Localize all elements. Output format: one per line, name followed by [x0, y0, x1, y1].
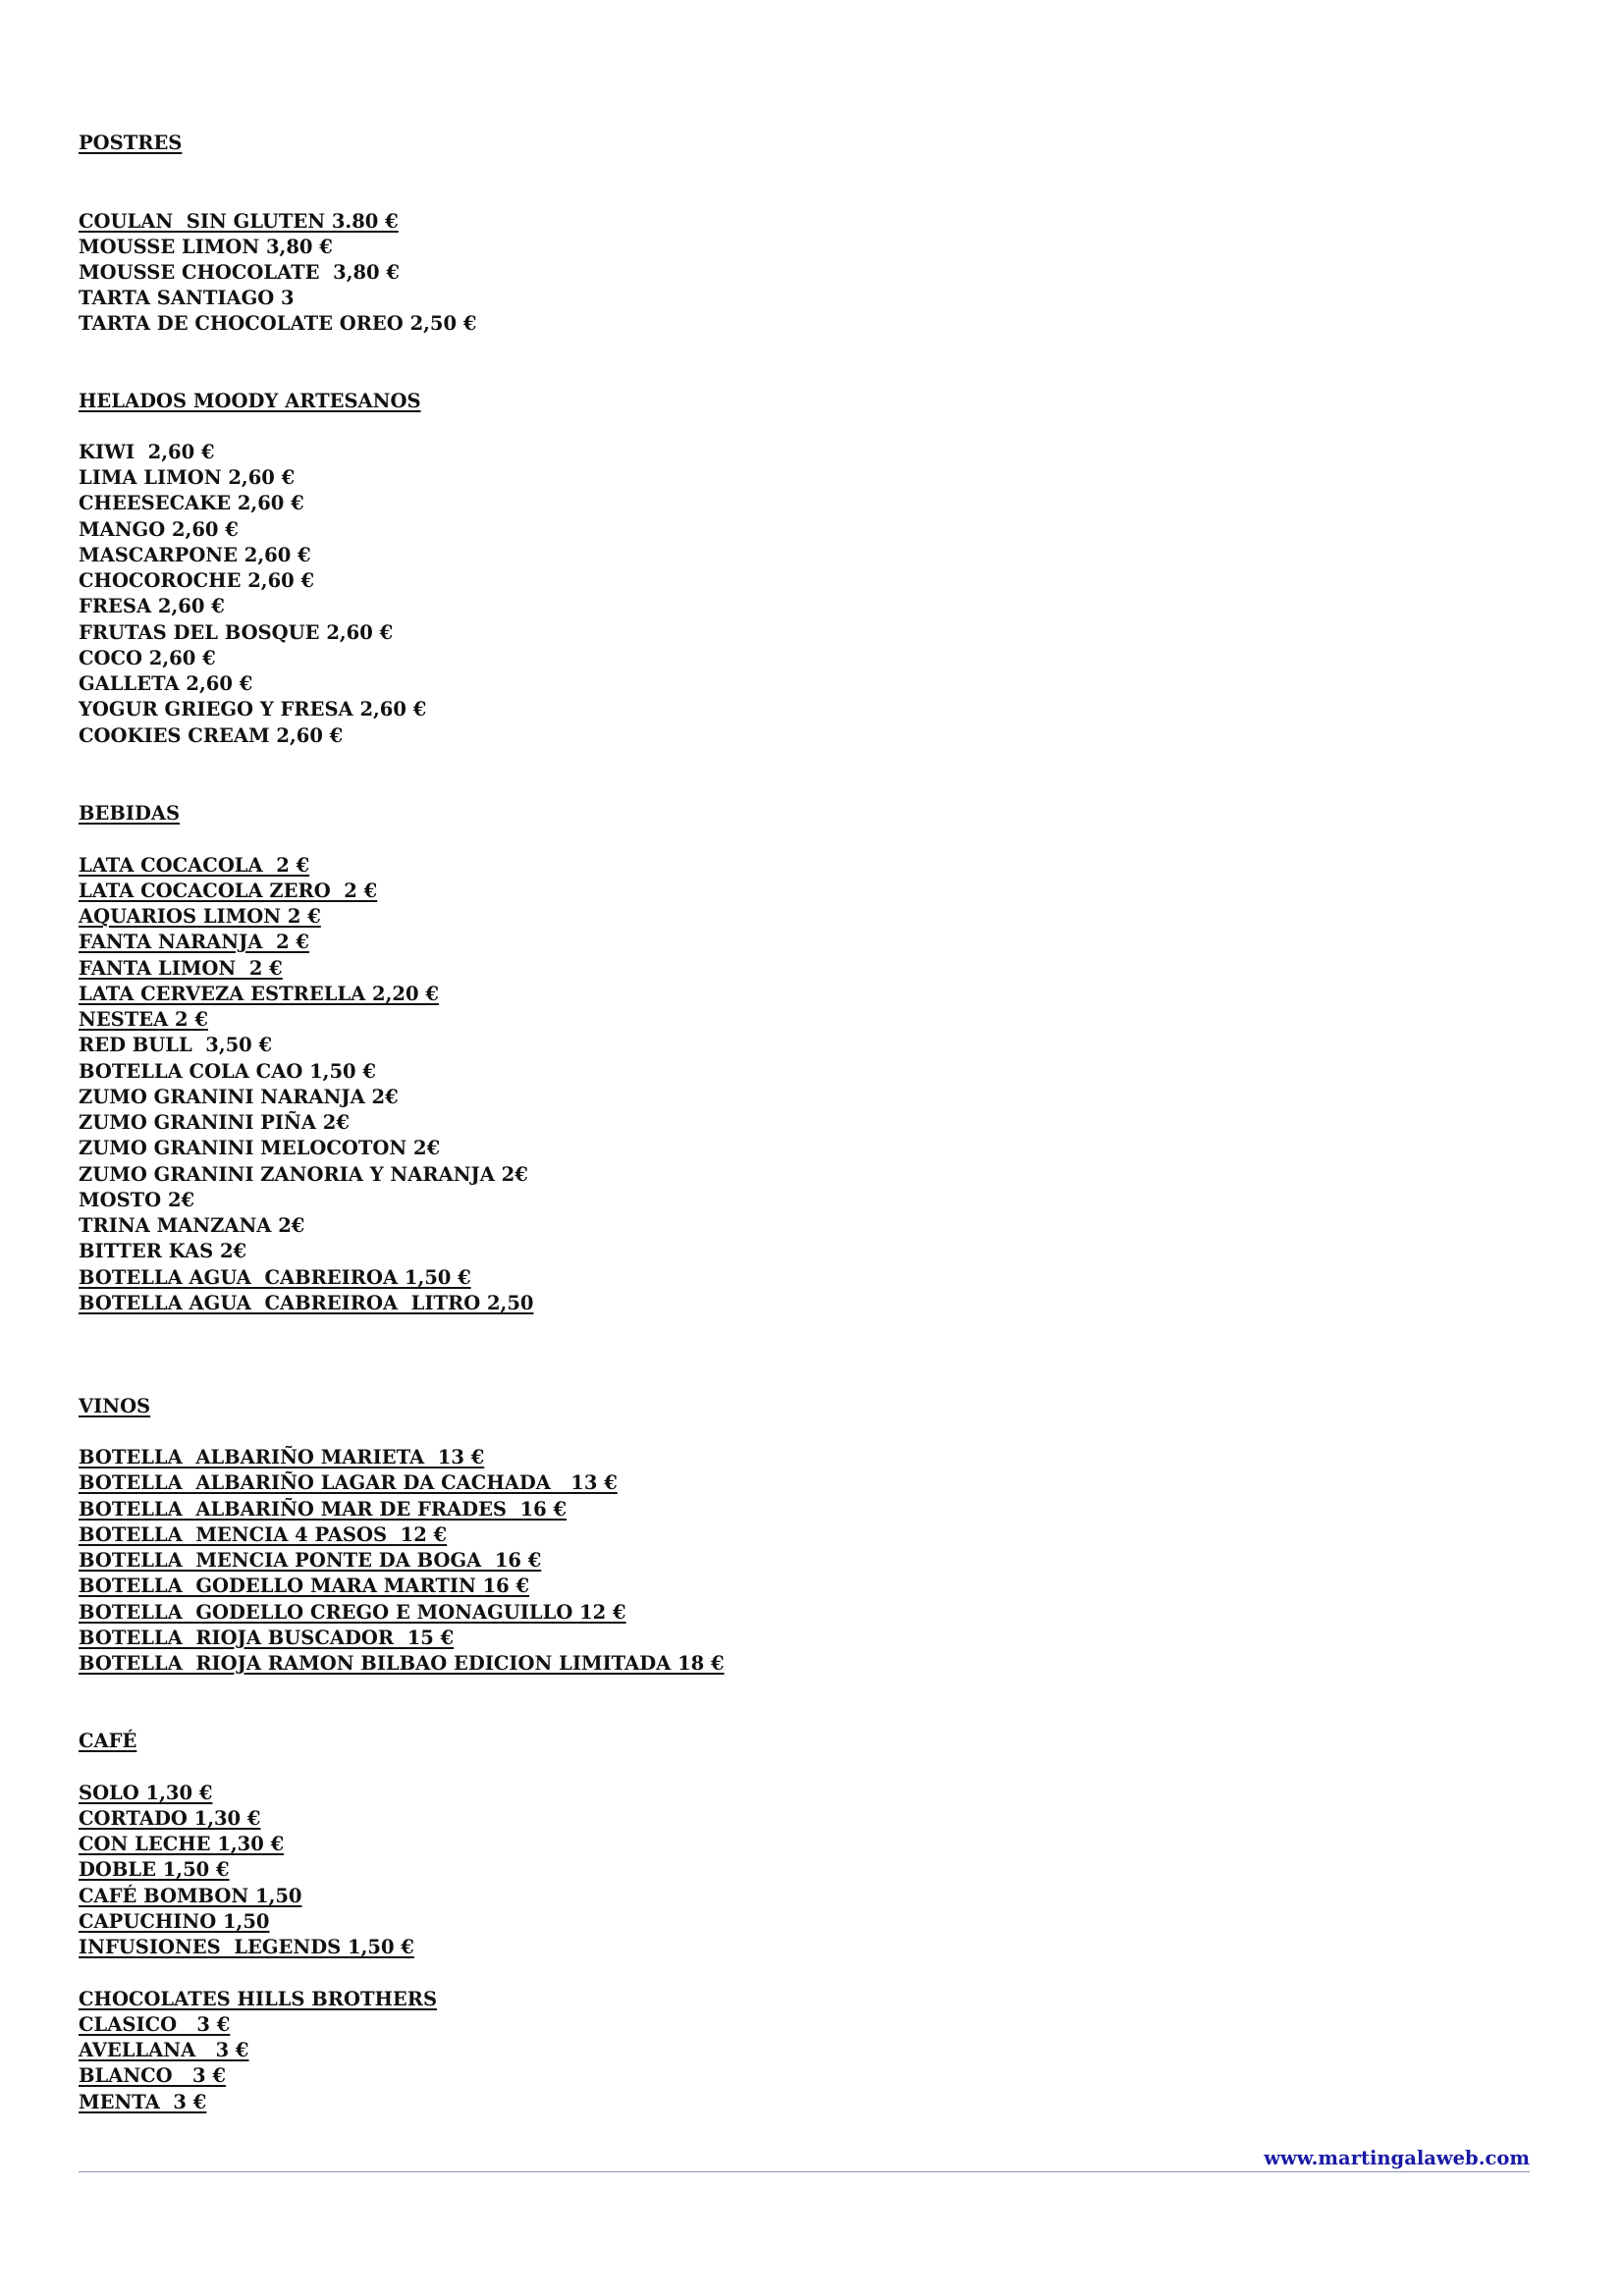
menu-item: LATA COCACOLA 2 €: [79, 854, 310, 877]
menu-item: BOTELLA AGUA CABREIROA 1,50 €: [79, 1266, 471, 1289]
menu-item: BOTELLA AGUA CABREIROA LITRO 2,50: [79, 1292, 534, 1314]
menu-item: TARTA DE CHOCOLATE OREO 2,50 €: [79, 312, 477, 335]
menu-item: KIWI 2,60 €: [79, 441, 215, 463]
menu-item: CAFÉ BOMBON 1,50: [79, 1885, 302, 1907]
menu-item: TRINA MANZANA 2€: [79, 1214, 305, 1237]
menu-item: BOTELLA GODELLO CREGO E MONAGUILLO 12 €: [79, 1601, 626, 1624]
menu-item: FRUTAS DEL BOSQUE 2,60 €: [79, 621, 394, 644]
menu-item: RED BULL 3,50 €: [79, 1034, 273, 1056]
section-heading-helados: HELADOS MOODY ARTESANOS: [79, 390, 421, 412]
section-heading-bebidas: BEBIDAS: [79, 802, 181, 825]
menu-item: NESTEA 2 €: [79, 1008, 208, 1031]
footer-divider: [79, 2171, 1530, 2172]
menu-item: MOUSSE LIMON 3,80 €: [79, 236, 333, 258]
menu-item: COCO 2,60 €: [79, 647, 216, 669]
menu-item: ZUMO GRANINI ZANORIA Y NARANJA 2€: [79, 1163, 528, 1186]
menu-item: MOSTO 2€: [79, 1189, 195, 1211]
menu-item: BOTELLA RIOJA BUSCADOR 15 €: [79, 1627, 455, 1649]
menu-item: CON LECHE 1,30 €: [79, 1833, 285, 1855]
menu-item: CORTADO 1,30 €: [79, 1807, 261, 1830]
section-heading-postres: POSTRES: [79, 132, 183, 154]
footer-website-link[interactable]: www.martingalaweb.com: [1264, 2147, 1530, 2169]
menu-item: BOTELLA MENCIA 4 PASOS 12 €: [79, 1523, 448, 1546]
menu-item: SOLO 1,30 €: [79, 1782, 213, 1804]
menu-item: CHEESECAKE 2,60 €: [79, 492, 304, 514]
menu-item: LIMA LIMON 2,60 €: [79, 466, 296, 489]
menu-item: BOTELLA GODELLO MARA MARTIN 16 €: [79, 1575, 530, 1597]
section-heading-vinos: VINOS: [79, 1395, 151, 1417]
menu-item: BLANCO 3 €: [79, 2064, 226, 2087]
menu-item: DOBLE 1,50 €: [79, 1858, 230, 1881]
menu-item: BOTELLA ALBARIÑO MARIETA 13 €: [79, 1446, 485, 1468]
section-heading-cafe: CAFÉ: [79, 1730, 137, 1752]
menu-item: CHOCOROCHE 2,60 €: [79, 569, 315, 592]
menu-item: FANTA NARANJA 2 €: [79, 931, 309, 953]
menu-item: TARTA SANTIAGO 3: [79, 287, 295, 309]
menu-item: INFUSIONES LEGENDS 1,50 €: [79, 1936, 414, 1958]
menu-item: COOKIES CREAM 2,60 €: [79, 724, 344, 747]
menu-item: ZUMO GRANINI PIÑA 2€: [79, 1111, 350, 1134]
menu-item: LATA COCACOLA ZERO 2 €: [79, 880, 378, 902]
menu-item: FANTA LIMON 2 €: [79, 957, 283, 980]
menu-item: BOTELLA MENCIA PONTE DA BOGA 16 €: [79, 1549, 542, 1572]
menu-item: COULAN SIN GLUTEN 3.80 €: [79, 210, 399, 233]
menu-item: BOTELLA ALBARIÑO LAGAR DA CACHADA 13 €: [79, 1471, 618, 1494]
menu-item: LATA CERVEZA ESTRELLA 2,20 €: [79, 983, 439, 1005]
menu-item: BOTELLA COLA CAO 1,50 €: [79, 1060, 376, 1083]
menu-item: MENTA 3 €: [79, 2091, 207, 2113]
menu-item: MASCARPONE 2,60 €: [79, 544, 311, 566]
menu-item: BOTELLA ALBARIÑO MAR DE FRADES 16 €: [79, 1498, 568, 1521]
menu-item: AVELLANA 3 €: [79, 2039, 249, 2061]
section-heading-chocolates: CHOCOLATES HILLS BROTHERS: [79, 1988, 438, 2010]
menu-item: ZUMO GRANINI NARANJA 2€: [79, 1086, 399, 1108]
menu-item: AQUARIOS LIMON 2 €: [79, 905, 321, 928]
menu-item: CAPUCHINO 1,50: [79, 1910, 270, 1933]
menu-item: MANGO 2,60 €: [79, 518, 239, 541]
menu-item: CLASICO 3 €: [79, 2013, 231, 2036]
menu-item: FRESA 2,60 €: [79, 595, 225, 617]
menu-item: MOUSSE CHOCOLATE 3,80 €: [79, 261, 400, 284]
menu-item: GALLETA 2,60 €: [79, 672, 253, 695]
menu-item: BITTER KAS 2€: [79, 1240, 247, 1262]
menu-item: YOGUR GRIEGO Y FRESA 2,60 €: [79, 698, 427, 721]
menu-item: ZUMO GRANINI MELOCOTON 2€: [79, 1137, 441, 1159]
menu-item: BOTELLA RIOJA RAMON BILBAO EDICION LIMITADA 18 €: [79, 1652, 725, 1675]
